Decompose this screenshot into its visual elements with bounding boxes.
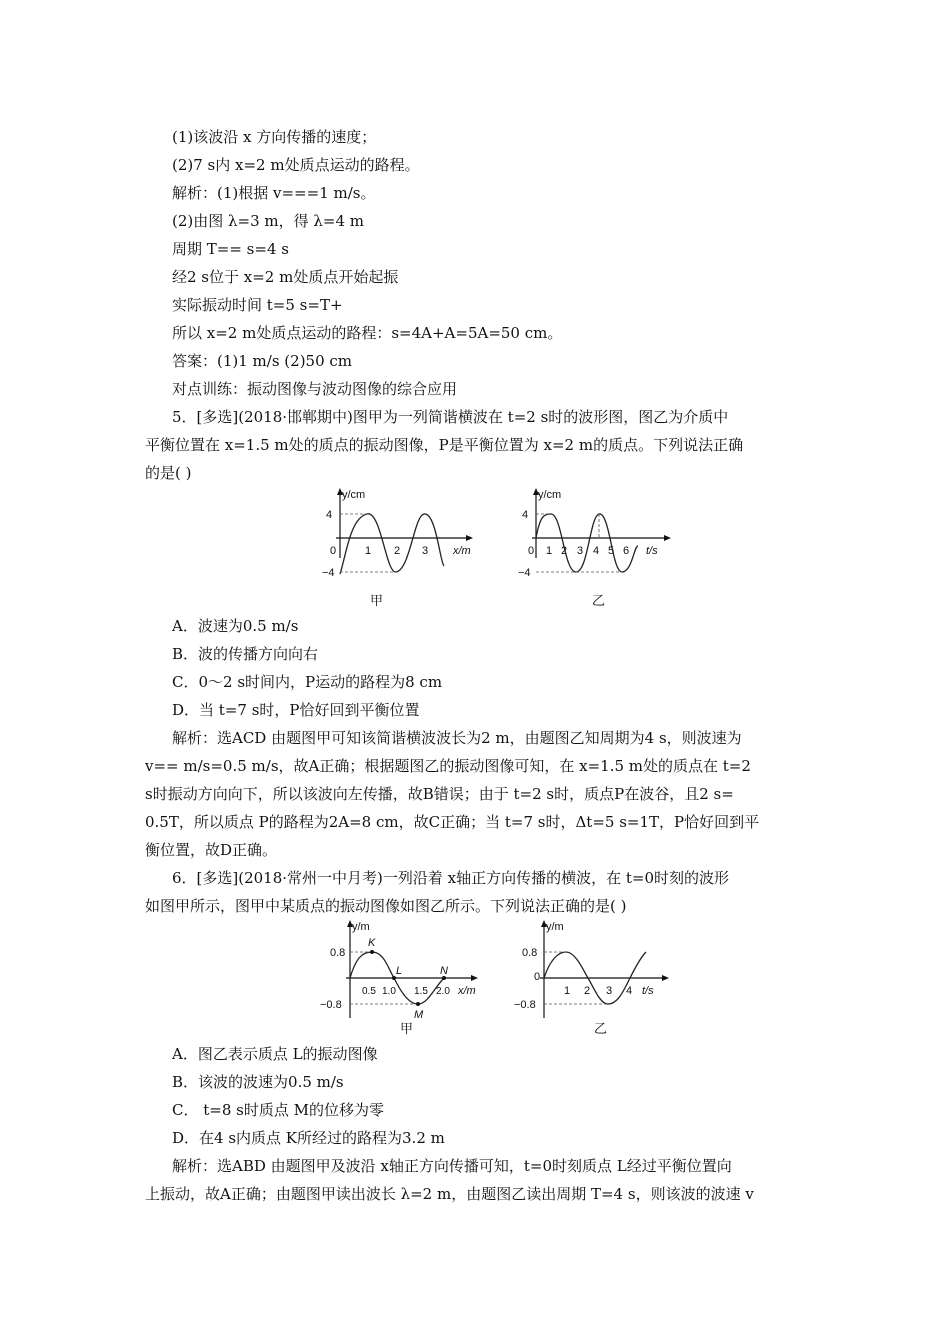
y-axis-label: y/cm bbox=[538, 489, 562, 501]
figure-caption: 乙 bbox=[592, 594, 606, 609]
text-line: C．0～2 s时间内，P运动的路程为8 cm bbox=[172, 673, 443, 691]
x-tick: 4 bbox=[593, 545, 600, 557]
figure-5-yi-vibration-graph bbox=[516, 486, 676, 609]
x-tick: 2 bbox=[394, 545, 401, 557]
x-tick: 0 bbox=[330, 545, 337, 557]
text-line: 上振动，故A正确；由题图甲读出波长 λ=2 m，由题图乙读出周期 T=4 s，则该波的波速 v bbox=[145, 1185, 754, 1203]
point-label: N bbox=[440, 965, 448, 977]
text-line: (1)该波沿 x 方向传播的速度； bbox=[172, 128, 377, 146]
text-line: C． t=8 s时质点 M的位移为零 bbox=[172, 1101, 384, 1119]
text-line: D．在4 s内质点 K所经过的路程为3.2 m bbox=[172, 1129, 445, 1147]
text-line: s时振动方向向下，所以该波向左传播，故B错误；由于 t=2 s时，质点P在波谷，且2 s= bbox=[145, 785, 734, 803]
text-line: 平衡位置在 x=1.5 m处的质点的振动图像，P是平衡位置为 x=2 m的质点。下列说法正确 bbox=[145, 436, 744, 454]
text-line: 如图甲所示，图甲中某质点的振动图像如图乙所示。下列说法正确的是( ) bbox=[145, 897, 627, 915]
figure-6-yi-vibration-graph bbox=[514, 918, 674, 1037]
y-axis-label: y/m bbox=[352, 921, 370, 933]
point-label: K bbox=[368, 937, 376, 949]
y-tick: 0 bbox=[534, 971, 541, 983]
text-line: 答案：(1)1 m/s (2)50 cm bbox=[172, 352, 353, 370]
text-line: 所以 x=2 m处质点运动的路程：s=4A+A=5A=50 cm。 bbox=[172, 324, 563, 342]
figure-5-jia-wave-graph bbox=[318, 486, 478, 609]
x-tick: 4 bbox=[626, 985, 633, 997]
y-tick: 0.8 bbox=[522, 947, 538, 959]
x-tick: 2.0 bbox=[436, 986, 450, 997]
text-line: 经2 s位于 x=2 m处质点开始起振 bbox=[172, 268, 399, 286]
x-tick: 5 bbox=[608, 545, 615, 557]
y-tick: −0.8 bbox=[320, 999, 342, 1011]
y-axis-label: y/cm bbox=[342, 489, 366, 501]
y-tick: −0.8 bbox=[514, 999, 536, 1011]
x-tick: 3 bbox=[606, 985, 613, 997]
text-line: A．图乙表示质点 L的振动图像 bbox=[172, 1045, 378, 1063]
x-tick: 1 bbox=[365, 545, 372, 557]
text-line: 实际振动时间 t=5 s=T+ bbox=[172, 296, 343, 314]
text-line: 解析：选ABD 由题图甲及波沿 x轴正方向传播可知，t=0时刻质点 L经过平衡位置向 bbox=[172, 1157, 732, 1175]
text-line: 周期 T== s=4 s bbox=[172, 240, 289, 258]
point-label: M bbox=[414, 1009, 424, 1018]
text-line: 0.5T，所以质点 P的路程为2A=8 cm，故C正确；当 t=7 s时，Δt=5 s=1T，P恰好回到平 bbox=[145, 813, 760, 831]
x-tick: 3 bbox=[577, 545, 584, 557]
text-line: B．波的传播方向向右 bbox=[172, 645, 319, 663]
y-tick: 0.8 bbox=[330, 947, 346, 959]
x-tick: 1 bbox=[546, 545, 553, 557]
text-line: 对点训练：振动图像与波动图像的综合应用 bbox=[172, 380, 458, 398]
figure-caption: 甲 bbox=[400, 1022, 414, 1037]
y-tick: 4 bbox=[522, 509, 529, 521]
text-line: D．当 t=7 s时，P恰好回到平衡位置 bbox=[172, 701, 420, 719]
text-line: 5．[多选](2018·邯郸期中)图甲为一列简谐横波在 t=2 s时的波形图，图乙为介质中 bbox=[172, 408, 729, 426]
text-line: (2)由图 λ=3 m，得 λ=4 m bbox=[172, 212, 365, 230]
x-tick: 1.5 bbox=[414, 986, 428, 997]
y-tick: −4 bbox=[322, 567, 335, 579]
x-tick: 2 bbox=[561, 545, 568, 557]
x-axis-label: t/s bbox=[642, 985, 654, 997]
x-axis-label: x/m bbox=[453, 545, 471, 557]
text-line: B．该波的波速为0.5 m/s bbox=[172, 1073, 344, 1091]
x-tick: 6 bbox=[623, 545, 630, 557]
text-line: v== m/s=0.5 m/s，故A正确；根据题图乙的振动图像可知，在 x=1.5 m处的质点在 t=2 bbox=[145, 757, 751, 775]
y-axis-label: y/m bbox=[546, 921, 564, 933]
figure-caption: 甲 bbox=[370, 594, 384, 609]
x-tick: 1.0 bbox=[382, 986, 396, 997]
x-tick: 2 bbox=[584, 985, 591, 997]
y-tick: 4 bbox=[326, 509, 333, 521]
y-tick: −4 bbox=[518, 567, 531, 579]
text-line: 解析：(1)根据 v===1 m/s。 bbox=[172, 184, 376, 202]
text-line: (2)7 s内 x=2 m处质点运动的路程。 bbox=[172, 156, 420, 174]
x-tick: 0.5 bbox=[362, 986, 376, 997]
x-axis-label: t/s bbox=[646, 545, 658, 557]
x-tick: 1 bbox=[564, 985, 571, 997]
x-tick: 0 bbox=[528, 545, 535, 557]
point-label: L bbox=[396, 965, 403, 977]
text-line: 解析：选ACD 由题图甲可知该简谐横波波长为2 m，由题图乙知周期为4 s，则波速为 bbox=[172, 729, 742, 747]
text-line: 6．[多选](2018·常州一中月考)一列沿着 x轴正方向传播的横波，在 t=0时刻的波形 bbox=[172, 869, 730, 887]
text-line: 衡位置，故D正确。 bbox=[145, 841, 278, 859]
x-tick: 3 bbox=[422, 545, 429, 557]
figure-caption: 乙 bbox=[594, 1022, 608, 1037]
x-axis-label: x/m bbox=[458, 985, 476, 997]
text-line: 的是( ) bbox=[145, 464, 192, 482]
text-line: A．波速为0.5 m/s bbox=[172, 617, 299, 635]
figure-6-jia-wave-graph bbox=[318, 918, 478, 1037]
